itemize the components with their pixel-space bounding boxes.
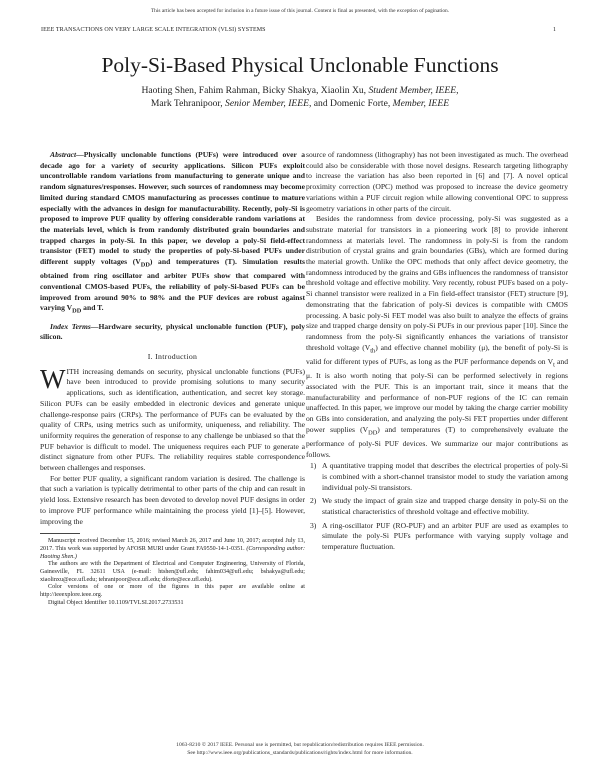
right-text-2a: Besides the randomness from device processing, poly-Si was suggested as a substrate material for transistors in a pioneering work [8] to provide inherent randomness at materials level. The randomness in poly-Si is from the random distribution of crystal grains and grain boundaries (GBs), which are formed during the material growth. Unlike the OPC methods that only affect device geometry, the randomness introduced by the grains and GBs influences the randomness of transistor threshold voltage and effective mobility. Very recently, robust PUFs based on a poly-Si channel transistor were realized in a Fin field-effect transistor (FET) structure [9], demonstrating that the fabrication of poly-Si devices is compatible with CMOS processing. A basic poly-Si FET model was also built to analyze the effects of grains size and trapped charge density on poly-Si PUFs in our previous paper [10]. Since the randomness from the poly-Si significantly enhances the variations of transistor threshold voltage (V bbox=[306, 214, 568, 352]
right-column bbox=[306, 150, 568, 556]
author-line-2 bbox=[0, 98, 600, 111]
copyright-footer bbox=[0, 742, 600, 757]
intro-paragraph-2: For better PUF quality, a significant random variation is desired. The challenge is that such a variation is typically detrimental to other parts of the chip and can result in yield loss. Extensive research has been devoted to develop novel PUF designs in order to improve PUF performance while maintaining the process yield [1]–[5]. However, improving the bbox=[40, 473, 305, 526]
author-name-forte: and Domenic Forte, bbox=[311, 97, 393, 109]
rights-url-line: See http://www.ieee.org/publications_standards/publications/rights/index.html for more information. bbox=[187, 749, 413, 756]
footnote-corresponding: (Corresponding author: Haoting Shen.) bbox=[40, 545, 305, 560]
right-paragraph-1: source of randomness (lithography) has not been investigated as much. The overhead could also be considerable with those novel designs. Research targeting lithography to increase the variation has also been reported in [6] and [7]. A novel optical proximity correction (OPC) method was proposed to increase the device geometry variations within a PUF circuit region while allowing conventional OPC to suppress geometry variations in other parts of the circuit. bbox=[306, 150, 568, 213]
footnote-color: Color versions of one or more of the figures in this paper are available online at http://ieeexplore.ieee.org. bbox=[40, 584, 305, 599]
index-terms-text: —Hardware security, physical unclonable function (PUF), poly silicon. bbox=[40, 321, 305, 342]
contribution-number: 3) bbox=[310, 520, 317, 530]
acceptance-notice: This article has been accepted for inclusion in a future issue of this journal. Content is final as presented, with the exception of pagination. bbox=[150, 8, 450, 14]
author-name-tehranipoor: Mark Tehranipoor, bbox=[150, 97, 226, 109]
contribution-text: A ring-oscillator PUF (RO-PUF) and an arbiter PUF are used as examples to simulate the poly-Si PUFs performance with varying supply voltage and temperature fluctuation. bbox=[322, 520, 568, 552]
author-block bbox=[0, 85, 600, 111]
right-text-2d: ) and temperatures (T) to comprehensively evaluate the performance of poly-Si PUF devices. We summarize our major contributions as follows. bbox=[306, 424, 568, 459]
index-terms bbox=[40, 322, 305, 343]
section-heading-introduction: I. Introduction bbox=[147, 351, 198, 361]
abstract-sub-dd-2: DD bbox=[72, 307, 82, 315]
right-text-2b: ) and effective channel mobility (μ), the benefit of poly-Si is valid for different types of PUFs, as long as the PUF performance depends on V bbox=[306, 342, 568, 366]
author-role-1: Student Member, IEEE, bbox=[368, 85, 459, 96]
contribution-text: We study the impact of grain size and trapped charge density in poly-Si on the statistical characteristics of threshold voltage and effective mobility. bbox=[322, 496, 568, 517]
contribution-number: 2) bbox=[310, 496, 317, 506]
page-number: 1 bbox=[553, 27, 556, 33]
contribution-item bbox=[306, 461, 568, 493]
sub-t: t bbox=[553, 361, 555, 369]
left-column bbox=[40, 150, 305, 608]
footnote-divider bbox=[40, 533, 80, 534]
running-header-journal: IEEE TRANSACTIONS ON VERY LARGE SCALE INTEGRATION (VLSI) SYSTEMS bbox=[41, 27, 266, 33]
abstract-text-3: and T. bbox=[81, 303, 104, 313]
right-paragraph-2 bbox=[306, 214, 568, 460]
contributions-list bbox=[306, 461, 568, 553]
footnote-doi: Digital Object Identifier 10.1109/TVLSI.2017.2733531 bbox=[48, 599, 184, 606]
copyright-line: 1063-8210 © 2017 IEEE. Personal use is permitted, but republication/redistribution requires IEEE permission. bbox=[176, 742, 424, 748]
contribution-text: A quantitative trapping model that describes the electrical properties of poly-Si is combined with a short-channel transistor model to study the variation among individual poly-Si transistors. bbox=[322, 461, 568, 492]
intro-paragraph-1 bbox=[40, 363, 305, 474]
abstract-label: Abstract bbox=[50, 150, 77, 159]
intro-text-1: ITH increasing demands on security, physical unclonable functions (PUFs) have been introduced to provide promising solutions to many security applications, such as identification, authentication, and secret key storage. Silicon PUFs can be easily embedded in electronic devices and generate unique challenge-response pairs (CRPs). The performance of PUFs can be evaluated by the quality of CRPs, using metrics such as uniformity, uniqueness, and reliability. The uniformity requires the generation of response to any challenge be unbiased so that the PUF behavior is difficult to model. The uniqueness requires each PUF to generate a distinct signature from other PUFs. The reliability requires stable correspondence between challenges and responses. bbox=[40, 366, 305, 473]
footnote-received-text: Manuscript received December 15, 2016; revised March 26, 2017 and June 10, 2017; accepted July 13, 2017. This work was supported by AFOSR MURI under Grant FA9550-14-1-0351. bbox=[40, 538, 305, 552]
drop-cap: W bbox=[40, 363, 66, 394]
contribution-item bbox=[306, 496, 568, 517]
author-names-1: Haoting Shen, Fahim Rahman, Bicky Shakya, Xiaolin Xu, bbox=[141, 85, 369, 96]
sub-dd: DD bbox=[368, 429, 378, 437]
abstract-text-2: ) and temperatures (T). Simulation results obtained from ring oscillator and arbiter PUFs show that compared with conventional CMOS-based PUFs, the reliability of poly-Si-based PUFs can be improved from around 90% to 98% and the PUF devices are robust against varying V bbox=[40, 257, 306, 313]
author-role-3: Member, IEEE bbox=[392, 97, 450, 109]
index-terms-label: Index Terms bbox=[50, 321, 91, 331]
contribution-number: 1) bbox=[310, 461, 317, 471]
abstract-sub-dd: DD bbox=[140, 261, 150, 269]
paper-title: Poly-Si-Based Physical Unclonable Functions bbox=[101, 53, 499, 77]
footnote-affiliation: The authors are with the Department of Electrical and Computer Engineering, University of Florida, Gainesville, FL 32611 USA (e-mail: htshen@ufl.edu; fahim034@ufl.edu; bshakya@ufl.edu; xiaolinxu@ece.ufl.edu; tehranipoor@ece.ufl.edu; dforte@ece.ufl.edu). bbox=[40, 561, 305, 583]
abstract bbox=[40, 150, 305, 318]
author-role-2: Senior Member, IEEE, bbox=[225, 97, 312, 109]
abstract-text: —Physically unclonable functions (PUFs) were introduced over a decade ago for a variety of security applications. Silicon PUFs exploit uncontrollable random variations from manufacturing to generate unique and random signatures/responses. However, such sources of randomness may become limited during standard CMOS manufacturing as processes continue to mature especially with the advances in design for manufacturability. Recently, poly-Si is proposed to improve PUF quality by offering considerable random variations at the materials level, which is from randomly distributed grain boundaries and trapped charges in poly-Si. In this paper, we develop a poly-Si field-effect transistor (FET) model to study the properties of poly-Si-based PUFs under different supply voltages (V bbox=[40, 150, 305, 267]
right-text-2c: and μ. It is also worth noting that poly-Si can be performed selectively in regions associated with the PUF. This is an important trait, since it means that the manufacturability and performance of non-PUF regions of the IC can remain unaffected. In this paper, we improve our model by taking the charge carrier mobility on GBs into consideration, and analyzing the poly-Si FET properties under different power supplies (V bbox=[306, 356, 568, 434]
sub-th: th bbox=[370, 347, 376, 355]
author-line-1 bbox=[0, 85, 600, 98]
footnote-received bbox=[40, 538, 305, 561]
contribution-item bbox=[306, 521, 568, 553]
